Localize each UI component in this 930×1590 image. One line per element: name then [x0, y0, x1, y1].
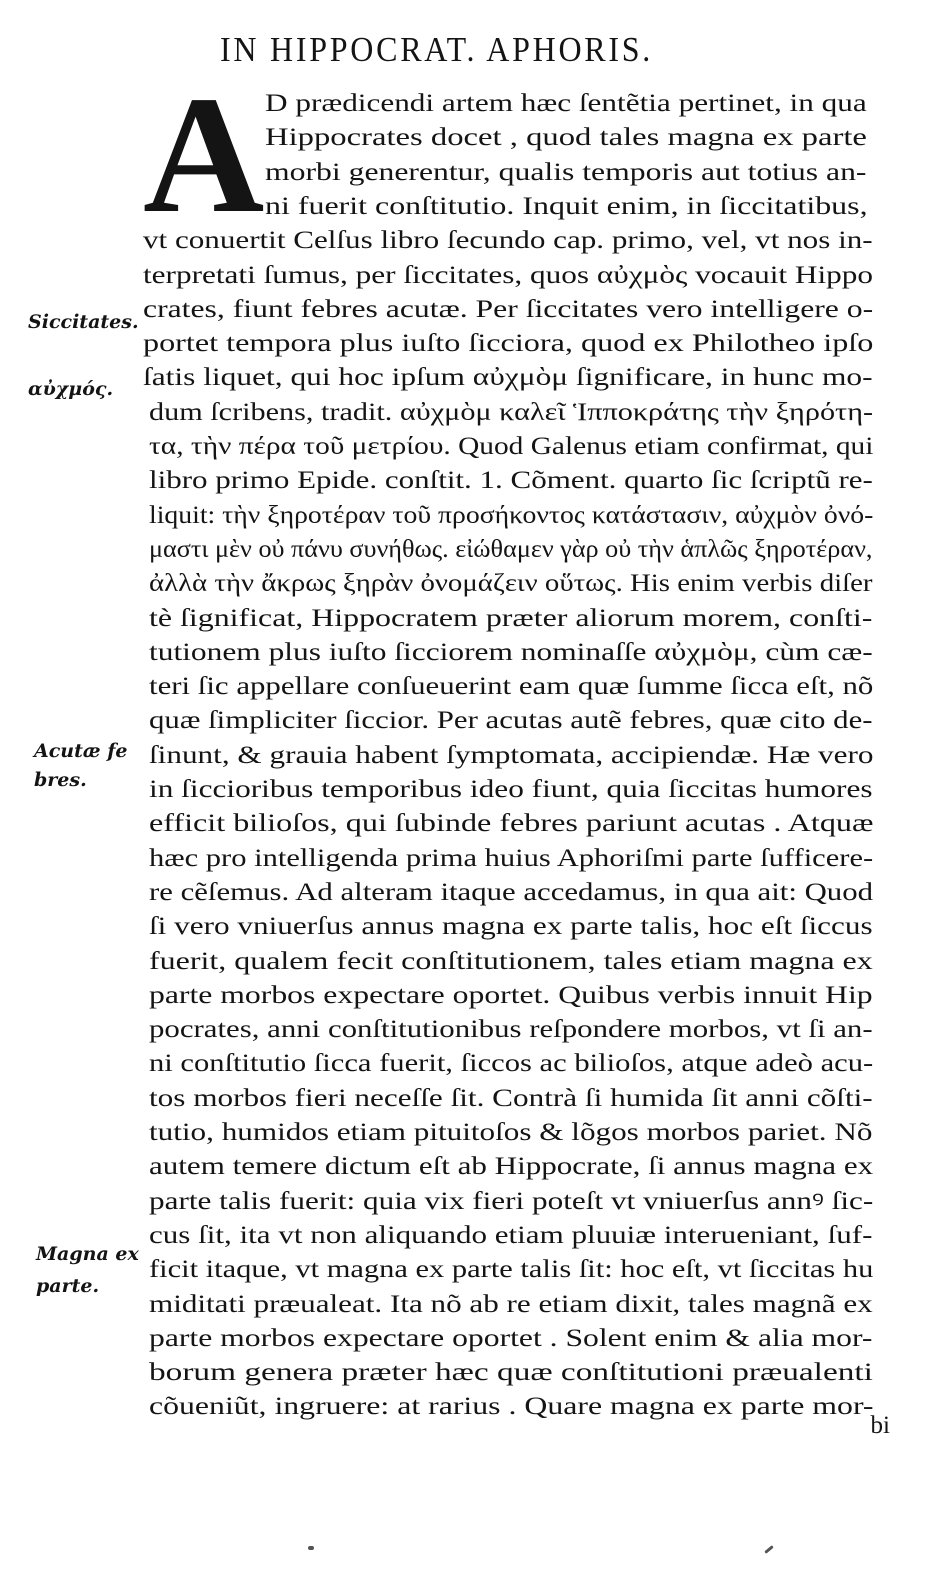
text-line: borum genera præter hæc quæ conſtitutioni præualenti	[149, 1359, 873, 1387]
text-line: ſatis liquet, qui hoc ipſum αὐχμὸμ ſignificare, in hunc mo-	[143, 364, 873, 392]
text-line: terpretati ſumus, per ſiccitates, quos αὐχμὸς vocauit Hippo	[143, 261, 874, 289]
page-speck	[308, 1546, 314, 1550]
text-line: μαστι μὲν οὐ πάνυ συνήθως. εἰώθαμεν γὰρ οὐ τὴν ἁπλῶς ξηροτέραν,	[149, 535, 873, 563]
text-line: teri ſic appellare conſueuerint eam quæ ſumme ſicca eſt, nõ	[149, 673, 874, 701]
text-line: libro primo Epide. conſtit. 1. Cõment. quarto ſic ſcriptũ re-	[149, 467, 873, 495]
text-line: ſi vero vniuerſus annus magna ex parte talis, hoc eſt ſiccus	[149, 913, 873, 941]
margin-note-auchmos: αὐχμός.	[28, 378, 114, 400]
text-line: morbi generentur, qualis temporis aut totius an-	[265, 158, 867, 186]
text-line: pocrates, anni conſtitutionibus reſpondere morbos, vt ſi an-	[149, 1016, 873, 1044]
text-line: efficit bilioſos, qui ſubinde febres pariunt acutas . Atquæ	[149, 810, 874, 838]
margin-note-acutae: Acutæ fe	[34, 740, 128, 762]
text-line: D prædicendi artem hæc ſentẽtia pertinet, in qua	[265, 90, 867, 117]
text-line: ſinunt, & grauia habent ſymptomata, accipiendæ. Hæ vero	[149, 741, 874, 769]
text-line: parte talis fuerit: quia vix fieri poteſt vt vniuerſus annꝰ ſic-	[149, 1187, 874, 1215]
decorated-initial: A	[143, 62, 265, 248]
margin-note-siccitates: Siccitates.	[28, 311, 139, 333]
margin-note-febres: bres.	[34, 769, 87, 791]
text-line: tos morbos fieri neceſſe ſit. Contrà ſi humida ſit anni cõſti-	[149, 1084, 873, 1112]
text-line: crates, fiunt febres acutæ. Per ſiccitates vero intelligere o-	[143, 295, 874, 323]
text-line: re cẽſemus. Ad alteram itaque accedamus, in qua ait: Quod	[149, 878, 873, 906]
text-line: cõueniũt, ingruere: at rarius . Quare magna ex parte mor-	[149, 1393, 874, 1421]
text-line: ni fuerit conſtitutio. Inquit enim, in ſiccitatibus,	[265, 192, 868, 220]
text-line: parte morbos expectare oportet. Quibus verbis innuit Hip	[149, 981, 873, 1009]
text-line: liquit: τὴν ξηροτέραν τοῦ προσήκοντος κατάστασιν, αὐχμὸν ὀνό-	[149, 501, 874, 529]
text-line: dum ſcribens, tradit. αὐχμὸμ καλεῖ Ἱπποκράτης τὴν ξηρότη-	[149, 398, 874, 426]
text-line: portet tempora plus iuſto ſicciora, quod ex Philotheo ipſo	[143, 330, 874, 358]
catchword: bi	[870, 1412, 890, 1439]
text-line: in ſiccioribus temporibus ideo fiunt, quia ſiccitas humores	[149, 776, 873, 803]
text-line: Hippocrates docet , quod tales magna ex parte	[265, 124, 867, 152]
text-line: fuerit, qualem fecit conſtitutionem, tales etiam magna ex	[149, 947, 873, 975]
text-line: ficit itaque, vt magna ex parte talis ſit: hoc eſt, vt ſiccitas hu	[149, 1256, 874, 1284]
margin-note-magna: Magna ex	[36, 1243, 139, 1265]
text-line: tutionem plus iuſto ſicciorem nominaſſe αὐχμὸμ, cùm cæ-	[149, 638, 873, 666]
page-speck	[764, 1545, 774, 1554]
text-line: ἀλλὰ τὴν ἄκρως ξηρὰν ὀνομάζειν οὕτως. His enim verbis diſer	[149, 570, 873, 598]
text-line: τα, τὴν πέρα τοῦ μετρίου. Quod Galenus etiam confirmat, qui	[149, 433, 874, 460]
text-line: miditati præualeat. Ita nõ ab re etiam dixit, tales magnã ex	[149, 1290, 873, 1318]
margin-note-parte: parte.	[36, 1275, 100, 1297]
text-line: tè ſignificat, Hippocratem præter aliorum morem, conſti-	[149, 604, 873, 632]
text-line: parte morbos expectare oportet . Solent enim & alia mor-	[149, 1324, 873, 1352]
text-line: autem temere dictum eſt ab Hippocrate, ſi annus magna ex	[149, 1153, 874, 1181]
page-header: IN HIPPOCRAT. APHORIS.	[220, 30, 654, 69]
text-line: tutio, humidos etiam pituitoſos & lõgos morbos pariet. Nõ	[149, 1119, 873, 1146]
text-line: hæc pro intelligenda prima huius Aphoriſmi parte ſufficere-	[149, 844, 874, 872]
text-line: cus ſit, ita vt non aliquando etiam pluuiæ interueniant, ſuf-	[149, 1221, 873, 1249]
text-line: quæ ſimpliciter ſiccior. Per acutas autẽ febres, quæ cito de-	[149, 707, 873, 735]
text-line: vt conuertit Celſus libro ſecundo cap. primo, vel, vt nos in-	[143, 227, 873, 255]
text-line: ni conſtitutio ſicca fuerit, ſiccos ac bilioſos, atque adeò acu-	[149, 1050, 874, 1078]
